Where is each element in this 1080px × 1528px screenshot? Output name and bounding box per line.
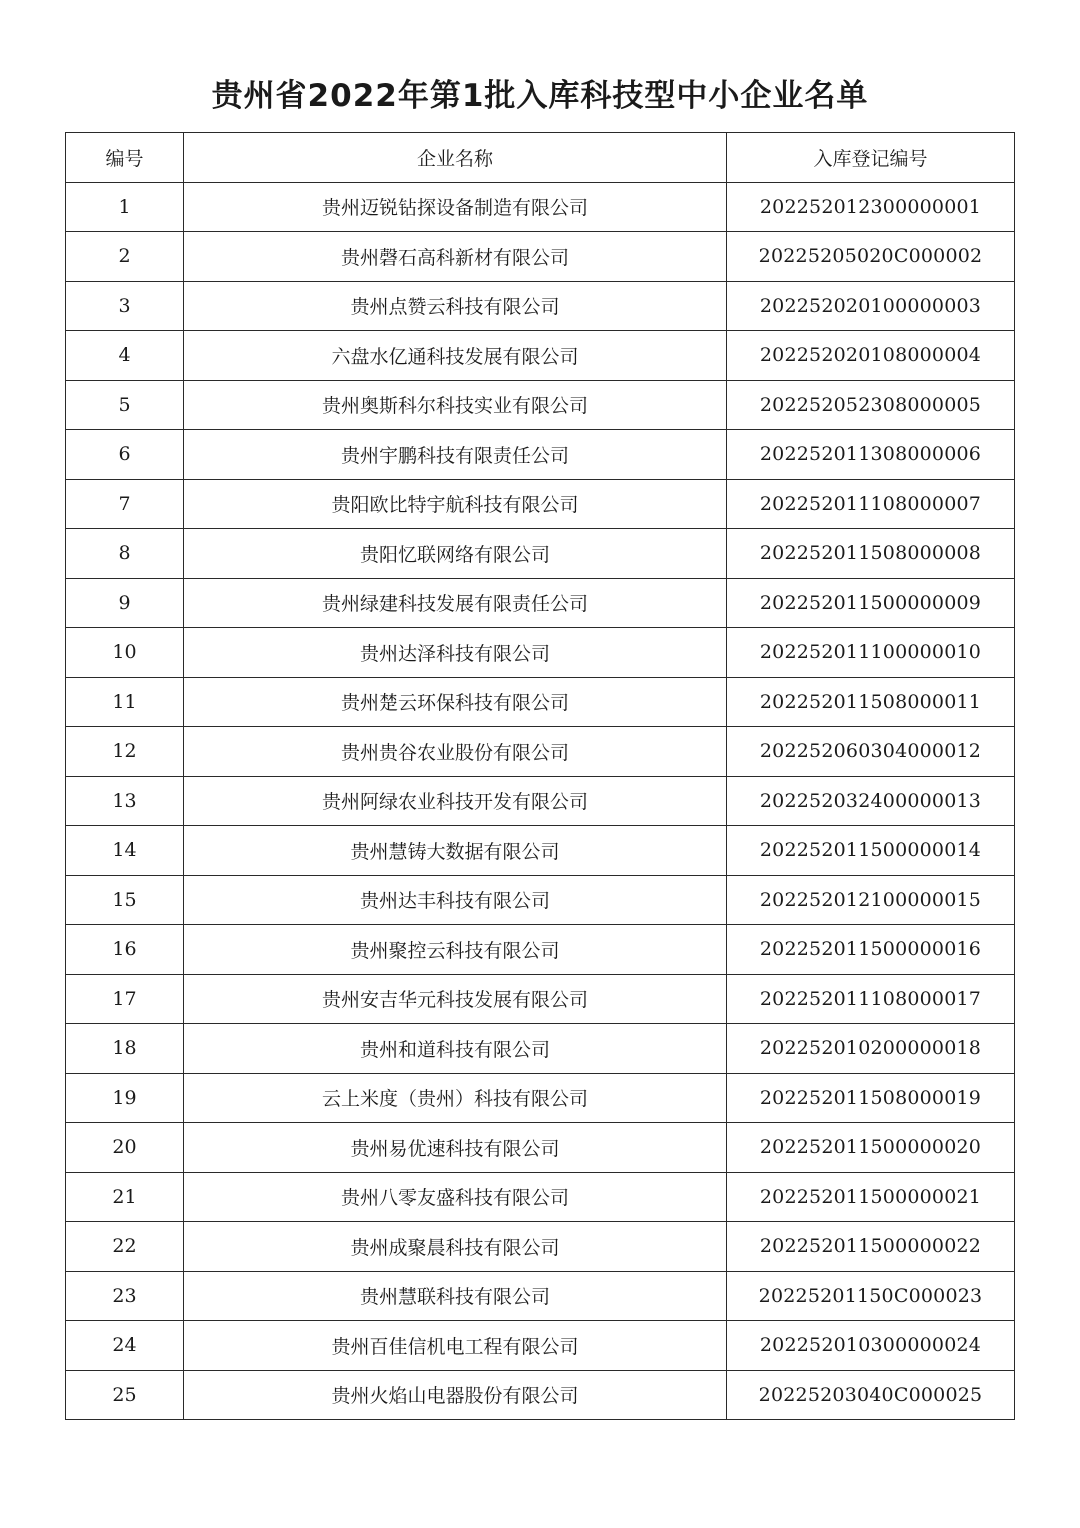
cell-name: 贵州八零友盛科技有限公司 bbox=[184, 1172, 727, 1222]
cell-name: 贵州达泽科技有限公司 bbox=[184, 628, 727, 678]
cell-name: 贵州迈锐钻探设备制造有限公司 bbox=[184, 182, 727, 232]
header-no: 编号 bbox=[66, 133, 184, 183]
cell-no: 4 bbox=[66, 331, 184, 381]
cell-reg: 202252011500000016 bbox=[727, 925, 1015, 975]
enterprise-table bbox=[65, 132, 1015, 1420]
cell-name: 贵州安吉华元科技发展有限公司 bbox=[184, 974, 727, 1024]
cell-name: 贵州达丰科技有限公司 bbox=[184, 875, 727, 925]
table-row bbox=[66, 1123, 1015, 1173]
header-name: 企业名称 bbox=[184, 133, 727, 183]
cell-reg: 202252011500000009 bbox=[727, 578, 1015, 628]
cell-reg: 202252010200000018 bbox=[727, 1024, 1015, 1074]
cell-no: 18 bbox=[66, 1024, 184, 1074]
cell-no: 2 bbox=[66, 232, 184, 282]
cell-no: 1 bbox=[66, 182, 184, 232]
header-reg: 入库登记编号 bbox=[727, 133, 1015, 183]
cell-name: 贵州绿建科技发展有限责任公司 bbox=[184, 578, 727, 628]
cell-reg: 202252010300000024 bbox=[727, 1321, 1015, 1371]
cell-reg: 202252011508000011 bbox=[727, 677, 1015, 727]
cell-reg: 202252011308000006 bbox=[727, 430, 1015, 480]
cell-reg: 202252011500000022 bbox=[727, 1222, 1015, 1272]
table-row bbox=[66, 1024, 1015, 1074]
cell-no: 3 bbox=[66, 281, 184, 331]
table-row bbox=[66, 826, 1015, 876]
table-row bbox=[66, 1370, 1015, 1420]
table-row bbox=[66, 628, 1015, 678]
cell-reg: 20225203040C000025 bbox=[727, 1370, 1015, 1420]
table-row bbox=[66, 529, 1015, 579]
cell-name: 贵州易优速科技有限公司 bbox=[184, 1123, 727, 1173]
cell-no: 16 bbox=[66, 925, 184, 975]
cell-reg: 202252011500000014 bbox=[727, 826, 1015, 876]
cell-no: 19 bbox=[66, 1073, 184, 1123]
cell-reg: 202252020108000004 bbox=[727, 331, 1015, 381]
cell-reg: 202252052308000005 bbox=[727, 380, 1015, 430]
table-row bbox=[66, 232, 1015, 282]
cell-no: 5 bbox=[66, 380, 184, 430]
cell-name: 贵州贵谷农业股份有限公司 bbox=[184, 727, 727, 777]
cell-name: 贵州磬石高科新材有限公司 bbox=[184, 232, 727, 282]
cell-reg: 202252060304000012 bbox=[727, 727, 1015, 777]
cell-reg: 202252011108000017 bbox=[727, 974, 1015, 1024]
cell-reg: 202252011508000008 bbox=[727, 529, 1015, 579]
cell-name: 贵州和道科技有限公司 bbox=[184, 1024, 727, 1074]
table-row bbox=[66, 1271, 1015, 1321]
table-row bbox=[66, 1172, 1015, 1222]
cell-no: 9 bbox=[66, 578, 184, 628]
cell-no: 12 bbox=[66, 727, 184, 777]
cell-name: 贵州聚控云科技有限公司 bbox=[184, 925, 727, 975]
table-row bbox=[66, 430, 1015, 480]
table-row bbox=[66, 677, 1015, 727]
cell-no: 15 bbox=[66, 875, 184, 925]
table-body bbox=[66, 182, 1015, 1420]
cell-name: 贵州阿绿农业科技开发有限公司 bbox=[184, 776, 727, 826]
cell-reg: 202252012300000001 bbox=[727, 182, 1015, 232]
cell-reg: 202252011500000021 bbox=[727, 1172, 1015, 1222]
cell-name: 贵州成聚晨科技有限公司 bbox=[184, 1222, 727, 1272]
table-row bbox=[66, 974, 1015, 1024]
table-header-row bbox=[66, 133, 1015, 183]
cell-reg: 202252012100000015 bbox=[727, 875, 1015, 925]
cell-no: 20 bbox=[66, 1123, 184, 1173]
cell-reg: 202252032400000013 bbox=[727, 776, 1015, 826]
cell-no: 17 bbox=[66, 974, 184, 1024]
cell-no: 7 bbox=[66, 479, 184, 529]
cell-no: 22 bbox=[66, 1222, 184, 1272]
table-row bbox=[66, 182, 1015, 232]
cell-name: 贵州百佳信机电工程有限公司 bbox=[184, 1321, 727, 1371]
cell-name: 云上米度（贵州）科技有限公司 bbox=[184, 1073, 727, 1123]
cell-reg: 202252011100000010 bbox=[727, 628, 1015, 678]
cell-no: 23 bbox=[66, 1271, 184, 1321]
table-row bbox=[66, 281, 1015, 331]
cell-name: 贵阳欧比特宇航科技有限公司 bbox=[184, 479, 727, 529]
table-row bbox=[66, 578, 1015, 628]
cell-reg: 202252020100000003 bbox=[727, 281, 1015, 331]
table-row bbox=[66, 331, 1015, 381]
cell-reg: 202252011508000019 bbox=[727, 1073, 1015, 1123]
cell-name: 贵州奥斯科尔科技实业有限公司 bbox=[184, 380, 727, 430]
cell-name: 贵州慧铸大数据有限公司 bbox=[184, 826, 727, 876]
cell-no: 11 bbox=[66, 677, 184, 727]
table-row bbox=[66, 776, 1015, 826]
cell-reg: 20225201150C000023 bbox=[727, 1271, 1015, 1321]
cell-no: 25 bbox=[66, 1370, 184, 1420]
cell-name: 贵州火焰山电器股份有限公司 bbox=[184, 1370, 727, 1420]
cell-no: 6 bbox=[66, 430, 184, 480]
cell-no: 14 bbox=[66, 826, 184, 876]
table-row bbox=[66, 727, 1015, 777]
cell-reg: 20225205020C000002 bbox=[727, 232, 1015, 282]
table-row bbox=[66, 1321, 1015, 1371]
cell-name: 六盘水亿通科技发展有限公司 bbox=[184, 331, 727, 381]
table-row bbox=[66, 925, 1015, 975]
table-row bbox=[66, 875, 1015, 925]
table-row bbox=[66, 479, 1015, 529]
cell-name: 贵州宇鹏科技有限责任公司 bbox=[184, 430, 727, 480]
cell-no: 10 bbox=[66, 628, 184, 678]
cell-reg: 202252011500000020 bbox=[727, 1123, 1015, 1173]
cell-no: 8 bbox=[66, 529, 184, 579]
cell-no: 13 bbox=[66, 776, 184, 826]
cell-no: 21 bbox=[66, 1172, 184, 1222]
cell-name: 贵阳忆联网络有限公司 bbox=[184, 529, 727, 579]
table-row bbox=[66, 1222, 1015, 1272]
cell-reg: 202252011108000007 bbox=[727, 479, 1015, 529]
document-title: 贵州省2022年第1批入库科技型中小企业名单 bbox=[211, 78, 869, 114]
table-row bbox=[66, 1073, 1015, 1123]
cell-name: 贵州楚云环保科技有限公司 bbox=[184, 677, 727, 727]
cell-name: 贵州点赞云科技有限公司 bbox=[184, 281, 727, 331]
cell-no: 24 bbox=[66, 1321, 184, 1371]
cell-name: 贵州慧联科技有限公司 bbox=[184, 1271, 727, 1321]
table-row bbox=[66, 380, 1015, 430]
